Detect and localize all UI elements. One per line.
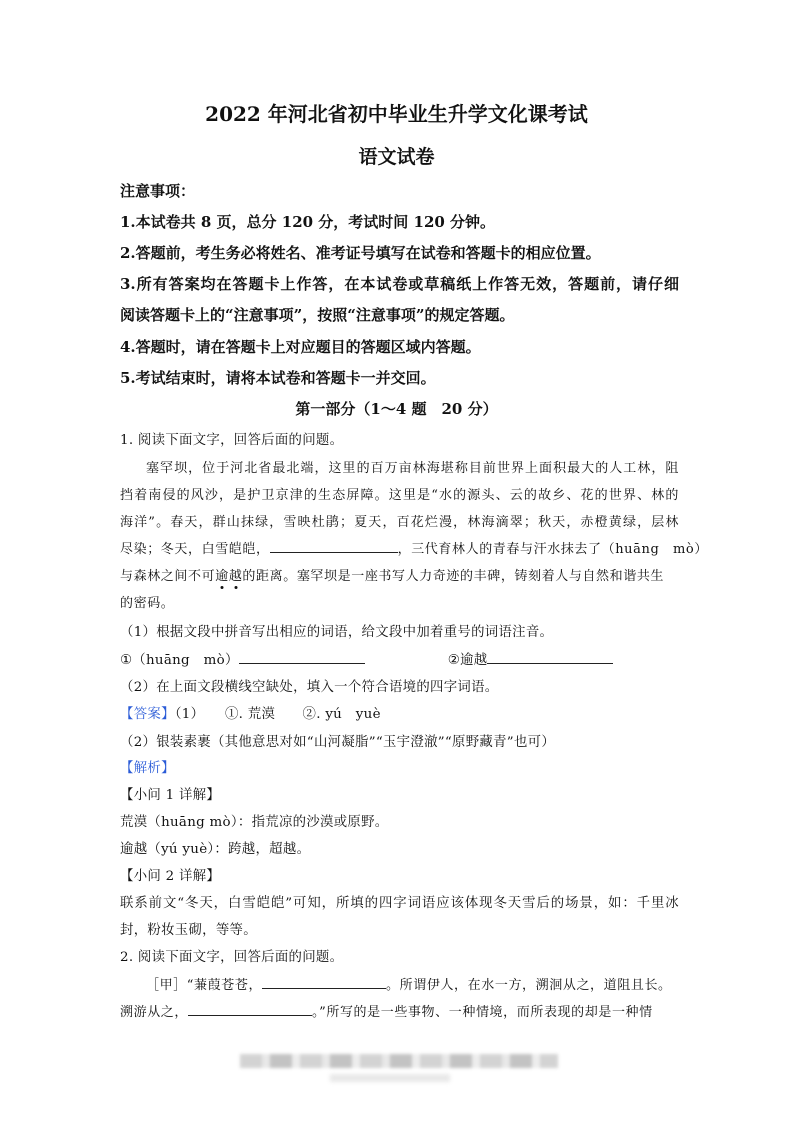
notice-item: 5.考试结束时，请将本试卷和答题卡一并交回。: [120, 369, 436, 387]
fill-blank: [270, 538, 398, 553]
passage-text: 尽染；冬天，白雪皑皑，: [120, 542, 270, 557]
blurred-watermark: [330, 1074, 450, 1082]
passage-line: [120, 565, 679, 584]
passage-text: ，三代育林人的青春与汗水抹去了（huāng mò）: [397, 542, 708, 557]
page-title: 2022 年河北省初中毕业生升学文化课考试: [205, 102, 588, 126]
notice-item: 2.答题前，考生务必将姓名、准考证号填写在试卷和答题卡的相应位置。: [120, 244, 601, 262]
passage-text: 溯游从之，: [120, 1005, 189, 1020]
sub-question: （2）在上面文段横线空缺处，填入一个符合语境的四字词语。: [120, 680, 499, 695]
detail-text: 荒漠（huāng mò）：指荒凉的沙漠或原野。: [120, 815, 389, 830]
notice-item: 1.本试卷共 8 页，总分 120 分，考试时间 120 分钟。: [120, 213, 496, 231]
passage-line: 的密码。: [120, 596, 175, 611]
notice-heading: 注意事项：: [120, 182, 196, 200]
passage-line: [120, 974, 679, 993]
detail-text: 联系前文“冬天，白雪皑皑”可知，所填的四字词语应该体现冬天雪后的场景，如：千里冰: [120, 896, 679, 911]
fill-blank: [262, 974, 386, 989]
answer-row: [120, 703, 679, 722]
detail-tag: 【小问 2 详解】: [120, 869, 221, 884]
passage-line: 塞罕坝，位于河北省最北端，这里的百万亩林海堪称目前世界上面积最大的人工林，阻: [146, 461, 679, 476]
passage-line: [120, 538, 708, 557]
notice-item: 4.答题时，请在答题卡上对应题目的答题区域内答题。: [120, 338, 481, 356]
fill-blank: [188, 1001, 312, 1016]
analysis-tag: 【解析】: [120, 761, 175, 776]
detail-tag: 【小问 1 详解】: [120, 788, 221, 803]
emphasis-char: 越: [228, 569, 243, 584]
passage-text: ［甲］“蒹葭苍苍，: [146, 978, 263, 993]
answer-text: （2）银装素裹（其他意思对如“山河凝脂”“玉宇澄澈”“原野藏青”也可）: [120, 735, 556, 750]
answer-tag: 【答案】: [120, 707, 175, 722]
blurred-watermark: [240, 1054, 558, 1068]
emphasis-char: 逾: [215, 569, 229, 584]
passage-line: 海洋”。春天，群山抹绿，雪映杜鹃；夏天，百花烂漫，林海滴翠；秋天，赤橙黄绿，层林: [120, 515, 679, 530]
passage-line: [120, 1001, 679, 1020]
notice-item: 阅读答题卡上的“注意事项”，按照“注意事项”的规定答题。: [120, 306, 515, 324]
answer-blank: [487, 649, 613, 664]
passage-line: 挡着南侵的风沙，是护卫京津的生态屏障。这里是“水的源头、云的故乡、花的世界、林的: [120, 488, 679, 503]
sub-question: （1）根据文段中拼音写出相应的词语，给文段中加着重号的词语注音。: [120, 625, 554, 640]
page-subtitle: 语文试卷: [358, 146, 435, 168]
answer-blank: [239, 649, 365, 664]
detail-text: 封，粉妆玉砌，等等。: [120, 923, 257, 938]
question-stem: 2. 阅读下面文字，回答后面的问题。: [120, 950, 344, 965]
detail-text: 逾越（yú yuè）：跨越，超越。: [120, 842, 311, 857]
answer-line: [120, 649, 679, 668]
passage-text: 。”所写的是一些事物、一种情境，而所表现的却是一种情: [312, 1005, 653, 1020]
word-prompt: ②逾越: [447, 653, 488, 668]
question-stem: 1. 阅读下面文字，回答后面的问题。: [120, 433, 344, 448]
notice-item: 3.所有答案均在答题卡上作答，在本试卷或草稿纸上作答无效，答题前，请仔细: [120, 275, 679, 293]
pinyin-prompt: ①（huāng mò）: [120, 653, 239, 668]
passage-text: 。所谓伊人，在水一方，溯洄从之，道阻且长。: [386, 978, 672, 993]
passage-text: 与森林之间不可: [120, 569, 216, 584]
answer-text: （1） ①. 荒漠 ②. yú yuè: [174, 707, 381, 722]
passage-text: 的距离。塞罕坝是一座书写人力奇迹的丰碑，铸刻着人与自然和谐共生: [242, 569, 665, 584]
part-heading: 第一部分（1～4 题 20 分）: [295, 400, 498, 418]
